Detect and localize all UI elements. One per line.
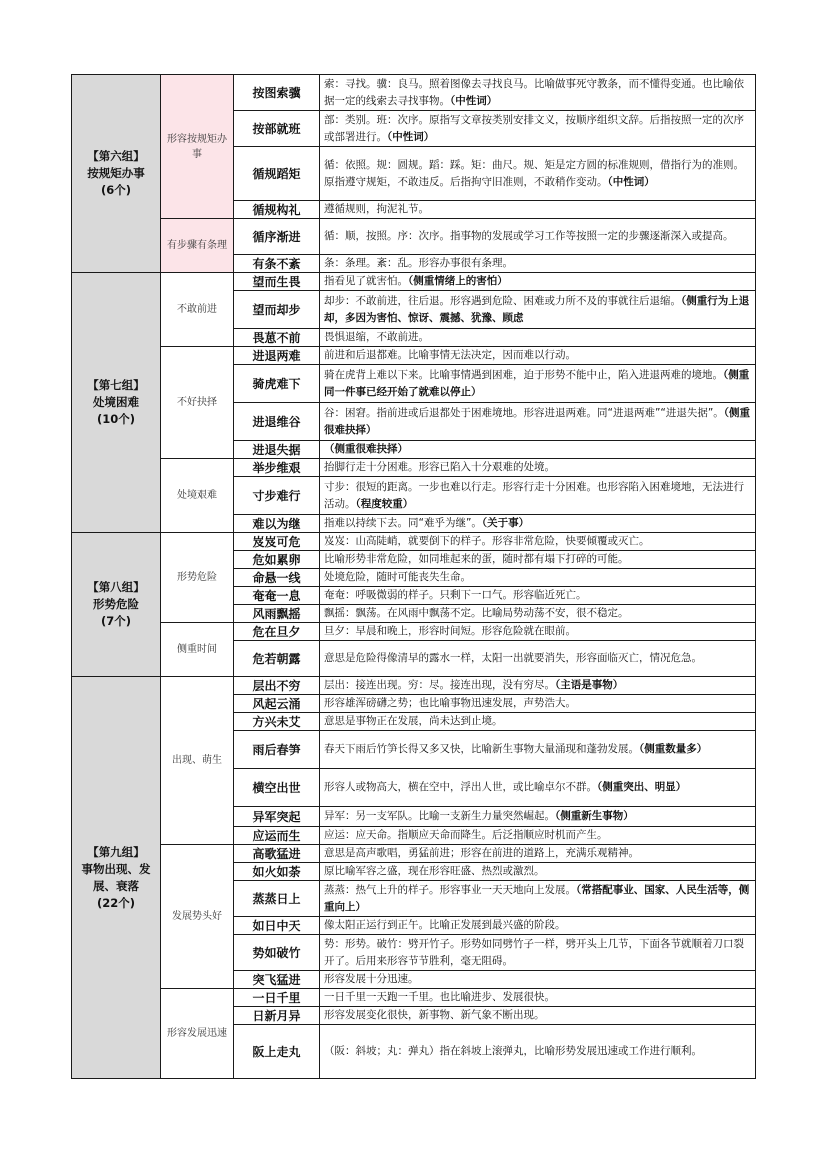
idiom-definition: 飘摇：飘荡。在风雨中飘荡不定。比喻局势动荡不安，很不稳定。 — [320, 605, 756, 623]
idiom-definition: 条：条理。紊：乱。形容办事很有条理。 — [320, 255, 756, 273]
idiom-term: 奄奄一息 — [234, 587, 320, 605]
idiom-term: 举步维艰 — [234, 459, 320, 477]
idiom-note: （侧重情绪上的害怕） — [408, 275, 508, 287]
category-label: 不敢前进 — [177, 304, 217, 315]
category-cell — [161, 533, 234, 623]
group-cell — [72, 273, 161, 533]
idiom-definition: 蒸蒸：热气上升的样子。形容事业一天天地向上发展。（常搭配事业、国家、人民生活等，侧重向上） — [320, 881, 756, 917]
idiom-note: （侧重行为上退却，多因为害怕、惊讶、震撼、犹豫、顾虑 — [324, 294, 750, 324]
idiom-definition: 意思是事物正在发展，尚未达到止境。 — [320, 713, 756, 731]
idiom-definition: 前进和后退都难。比喻事情无法决定，因而难以行动。 — [320, 347, 756, 365]
idiom-term: 望而生畏 — [234, 273, 320, 291]
idiom-note: （主语是事物） — [555, 679, 624, 691]
idiom-definition: 层出：接连出现。穷：尽。接连出现，没有穷尽。（主语是事物） — [320, 677, 756, 695]
idiom-definition: 势：形势。破竹：劈开竹子。形势如同劈竹子一样，劈开头上几节，下面各节就顺着刀口裂开了。后用来形容节节胜利，毫无阻碍。 — [320, 935, 756, 971]
idiom-definition: 旦夕：早晨和晚上，形容时间短。形容危险就在眼前。 — [320, 623, 756, 641]
category-cell — [161, 845, 234, 989]
table-row — [72, 989, 756, 1007]
category-label: 不好抉择 — [177, 397, 217, 408]
idiom-term: 风雨飘摇 — [234, 605, 320, 623]
idiom-term: 异军突起 — [234, 807, 320, 827]
table-row — [72, 75, 756, 111]
idiom-definition: 应运：应天命。指顺应天命而降生。后泛指顺应时机而产生。 — [320, 827, 756, 845]
idiom-definition: 原比喻军容之盛，现在形容旺盛、热烈或激烈。 — [320, 863, 756, 881]
idiom-note: （中性词） — [387, 130, 435, 143]
idiom-definition: 骑在虎背上难以下来。比喻事情遇到困难，迫于形势不能中止，陷入进退两难的境地。（侧重同一件事已经开始了就难以停止） — [320, 365, 756, 403]
idiom-term: 按部就班 — [234, 111, 320, 147]
group-label: 【第七组】 处境困难 (10个) — [87, 378, 145, 426]
table-row — [72, 623, 756, 641]
category-cell — [161, 347, 234, 459]
idiom-definition: 指难以持续下去。同“难乎为继”。（关于事） — [320, 515, 756, 533]
idiom-term: 骑虎难下 — [234, 365, 320, 403]
idiom-definition: 索：寻找。骥：良马。照着图像去寻找良马。比喻做事死守教条，而不懂得变通。也比喻依据一定的线索去寻找事物。（中性词） — [320, 75, 756, 111]
idiom-term: 进退失据 — [234, 441, 320, 459]
idiom-term: 雨后春笋 — [234, 731, 320, 769]
idiom-term: 有条不紊 — [234, 255, 320, 273]
category-cell — [161, 989, 234, 1079]
category-label: 形容发展迅速 — [167, 1028, 227, 1039]
idiom-definition: 畏惧退缩，不敢前进。 — [320, 329, 756, 347]
idiom-definition: 遵循规则，拘泥礼节。 — [320, 201, 756, 219]
idiom-term: 望而却步 — [234, 291, 320, 329]
idiom-definition: 形容雄浑磅礴之势；也比喻事物迅速发展，声势浩大。 — [320, 695, 756, 713]
table-row — [72, 273, 756, 291]
idiom-term: 危在旦夕 — [234, 623, 320, 641]
idiom-term: 进退两难 — [234, 347, 320, 365]
idiom-definition: 意思是危险得像清早的露水一样，太阳一出就要消失，形容面临灭亡，情况危急。 — [320, 641, 756, 677]
idiom-term: 突飞猛进 — [234, 971, 320, 989]
idiom-term: 寸步难行 — [234, 477, 320, 515]
group-cell — [72, 677, 161, 1079]
idiom-note: （侧重数量多） — [639, 743, 708, 755]
idiom-term: 循序渐进 — [234, 219, 320, 255]
category-cell — [161, 623, 234, 677]
idiom-definition: 却步：不敢前进，往后退。形容遇到危险、困难或力所不及的事就往后退缩。（侧重行为上退却，多因为害怕、惊讶、震撼、犹豫、顾虑 — [320, 291, 756, 329]
category-label: 处境艰难 — [177, 490, 217, 501]
idiom-term: 命悬一线 — [234, 569, 320, 587]
idiom-note: （侧重很难抉择） — [324, 443, 408, 455]
idiom-term: 危如累卵 — [234, 551, 320, 569]
idiom-definition: 形容发展变化很快，新事物、新气象不断出现。 — [320, 1007, 756, 1025]
idiom-note: （中性词） — [450, 94, 498, 107]
category-label: 侧重时间 — [177, 644, 217, 655]
idiom-note: （中性词） — [607, 175, 655, 188]
group-label: 【第八组】 形势危险 (7个) — [87, 580, 145, 628]
idiom-term: 日新月异 — [234, 1007, 320, 1025]
table-row — [72, 533, 756, 551]
idiom-note: （侧重突出、明显） — [597, 781, 687, 793]
idiom-term: 进退维谷 — [234, 403, 320, 441]
idiom-term: 一日千里 — [234, 989, 320, 1007]
idiom-term: 方兴未艾 — [234, 713, 320, 731]
idiom-definition: 形容人或物高大，横在空中，浮出人世，或比喻卓尔不群。（侧重突出、明显） — [320, 769, 756, 807]
idiom-term: 风起云涌 — [234, 695, 320, 713]
idiom-definition: 比喻形势非常危险，如同堆起来的蛋，随时都有塌下打碎的可能。 — [320, 551, 756, 569]
idiom-term: 高歌猛进 — [234, 845, 320, 863]
category-cell — [161, 273, 234, 347]
idiom-definition: 春天下雨后竹笋长得又多又快，比喻新生事物大量涌现和蓬勃发展。（侧重数量多） — [320, 731, 756, 769]
category-label: 发展势头好 — [172, 911, 222, 922]
idiom-note: （侧重很难抉择） — [324, 406, 751, 436]
idiom-term: 蒸蒸日上 — [234, 881, 320, 917]
idiom-definition: 循：依照。规：圆规。蹈：踩。矩：曲尺。规、矩是定方圆的标准规则，借指行为的准则。原指遵守规矩，不敢违反。后指拘守旧准则，不敢稍作变动。（中性词） — [320, 147, 756, 201]
group-label: 【第六组】 按规矩办事 (6个) — [87, 149, 145, 197]
idiom-definition: 抬脚行走十分困难。形容已陷入十分艰难的处境。 — [320, 459, 756, 477]
idiom-definition: （阪：斜坡；丸：弹丸）指在斜坡上滚弹丸，比喻形势发展迅速或工作进行顺利。 — [320, 1025, 756, 1079]
idiom-term: 畏葸不前 — [234, 329, 320, 347]
idiom-definition: 一日千里一天跑一千里。也比喻进步、发展很快。 — [320, 989, 756, 1007]
category-label: 出现、萌生 — [172, 755, 222, 766]
idiom-term: 阪上走丸 — [234, 1025, 320, 1079]
table-row — [72, 845, 756, 863]
table-row — [72, 677, 756, 695]
idiom-note: （常搭配事业、国家、人民生活等，侧重向上） — [324, 883, 750, 913]
idiom-term: 层出不穷 — [234, 677, 320, 695]
idiom-note: （侧重新生事物） — [555, 810, 634, 822]
group-label: 【第九组】 事物出现、发展、衰落 (22个) — [81, 844, 151, 910]
idiom-definition: 谷：困窘。指前进或后退都处于困难境地。形容进退两难。同“进退两难”“进退失据”。（侧重很难抉择） — [320, 403, 756, 441]
idiom-term: 横空出世 — [234, 769, 320, 807]
idiom-definition: 像太阳正运行到正午。比喻正发展到最兴盛的阶段。 — [320, 917, 756, 935]
idiom-definition: 形容发展十分迅速。 — [320, 971, 756, 989]
idiom-definition: 部：类别。班：次序。原指写文章按类别安排文义，按顺序组织文辞。后指按照一定的次序或部署进行。（中性词） — [320, 111, 756, 147]
group-cell — [72, 533, 161, 677]
idiom-term: 如日中天 — [234, 917, 320, 935]
idiom-definition: 奄奄：呼吸微弱的样子。只剩下一口气。形容临近死亡。 — [320, 587, 756, 605]
idiom-table — [71, 74, 756, 1079]
category-cell — [161, 219, 234, 273]
idiom-note: （程度较重） — [355, 497, 414, 510]
idiom-definition: 处境危险，随时可能丧失生命。 — [320, 569, 756, 587]
category-cell — [161, 459, 234, 533]
idiom-term: 循规蹈矩 — [234, 147, 320, 201]
table-row — [72, 459, 756, 477]
idiom-term: 难以为继 — [234, 515, 320, 533]
idiom-definition — [320, 441, 756, 459]
table-row — [72, 219, 756, 255]
idiom-definition: 指看见了就害怕。（侧重情绪上的害怕） — [320, 273, 756, 291]
idiom-term: 岌岌可危 — [234, 533, 320, 551]
category-label: 形势危险 — [177, 572, 217, 583]
category-label: 有步骤有条理 — [167, 240, 227, 251]
idiom-definition: 寸步：很短的距离。一步也难以行走。形容行走十分困难。也形容陷入困难境地，无法进行活动。（程度较重） — [320, 477, 756, 515]
idiom-note: （关于事） — [481, 517, 530, 529]
idiom-term: 应运而生 — [234, 827, 320, 845]
idiom-note: （侧重同一件事已经开始了就难以停止） — [324, 368, 750, 398]
idiom-definition: 循：顺，按照。序：次序。指事物的发展或学习工作等按照一定的步骤逐渐深入或提高。 — [320, 219, 756, 255]
category-cell — [161, 75, 234, 219]
idiom-term: 势如破竹 — [234, 935, 320, 971]
idiom-term: 如火如荼 — [234, 863, 320, 881]
category-label: 形容按规矩办事 — [167, 133, 227, 160]
category-cell — [161, 677, 234, 845]
idiom-term: 按图索骥 — [234, 75, 320, 111]
idiom-term: 危若朝露 — [234, 641, 320, 677]
idiom-definition: 异军：另一支军队。比喻一支新生力量突然崛起。（侧重新生事物） — [320, 807, 756, 827]
table-row — [72, 347, 756, 365]
group-cell — [72, 75, 161, 273]
idiom-definition: 岌岌：山高陡峭，就要倒下的样子。形容非常危险，快要倾覆或灭亡。 — [320, 533, 756, 551]
idiom-term: 循规构礼 — [234, 201, 320, 219]
idiom-definition: 意思是高声歌唱，勇猛前进；形容在前进的道路上，充满乐观精神。 — [320, 845, 756, 863]
